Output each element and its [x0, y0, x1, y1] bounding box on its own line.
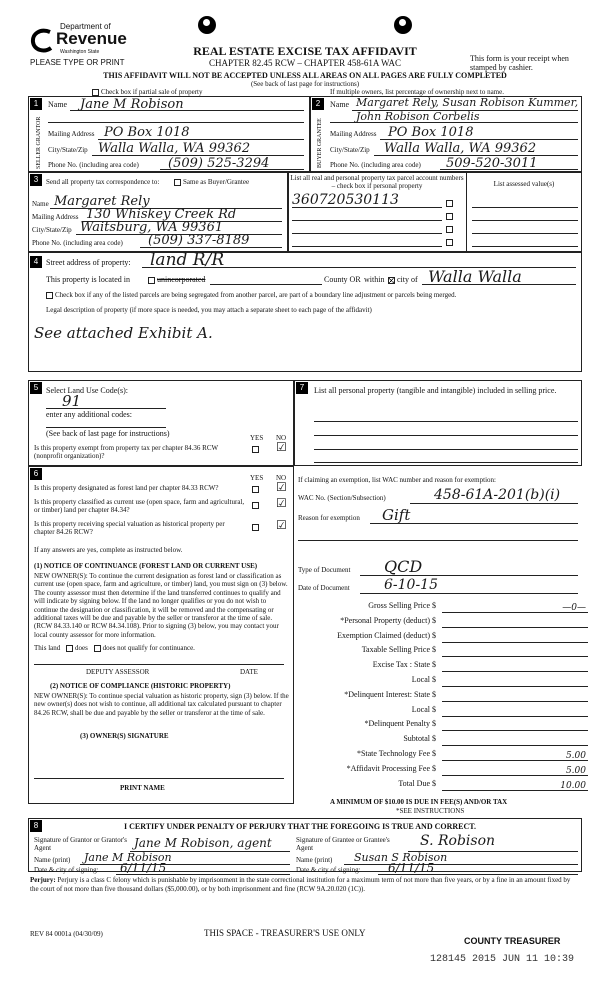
additional-codes-label: enter any additional codes:	[46, 410, 132, 419]
section6-no-header: NO	[276, 474, 287, 482]
punch-hole-left	[198, 16, 216, 34]
fee-label: Exemption Claimed (deduct) $	[337, 630, 436, 640]
see-back-note: (See back of last page for instructions)	[250, 80, 360, 88]
buyer-phone-label: Phone No. (including area code)	[330, 161, 421, 169]
section-2-number: 2	[312, 98, 324, 110]
dept-name: Department of	[60, 22, 111, 31]
does-not-label: does not	[102, 644, 127, 652]
current-use-yes-checkbox[interactable]	[252, 502, 259, 509]
corr-city-label: City/State/Zip	[32, 226, 72, 234]
wac-label: WAC No. (Section/Subsection)	[298, 494, 386, 502]
partial-sale[interactable]	[92, 88, 202, 96]
buyer-city-field[interactable]: Walla Walla, WA 99362	[384, 141, 537, 156]
seller-city-label: City/State/Zip	[48, 146, 88, 154]
section-3-number: 3	[30, 174, 42, 186]
owner-signature-label: (3) OWNER(S) SIGNATURE	[80, 732, 169, 740]
exempt-yes-checkbox[interactable]	[252, 446, 259, 453]
notice-compliance-title: (2) NOTICE OF COMPLIANCE (HISTORIC PROPERTY)	[50, 682, 231, 690]
street-address-label: Street address of property:	[46, 258, 131, 267]
grantor-signature-label: Signature of Grantor or Grantor's Agent	[34, 836, 128, 852]
partial-sale-label: Check box if partial sale of property	[101, 88, 203, 96]
city-of-label: city of	[397, 275, 418, 284]
doc-type-label: Type of Document	[298, 566, 351, 574]
seller-side-label: SELLER GRANTOR	[36, 116, 42, 170]
fee-row	[298, 675, 588, 689]
partial-sale-checkbox[interactable]	[92, 89, 99, 96]
seller-mail-label: Mailing Address	[48, 130, 95, 138]
city-field[interactable]: Walla Walla	[428, 267, 522, 286]
dept-logo	[30, 22, 127, 62]
fee-row	[298, 601, 588, 615]
historic-no-checkbox[interactable]: ☑	[276, 518, 287, 532]
section6-yes-header: YES	[250, 474, 264, 482]
continuance-choice	[34, 644, 195, 652]
corr-mail-field[interactable]: 130 Whiskey Creek Rd	[86, 207, 237, 222]
forest-no-checkbox[interactable]: ☑	[276, 480, 287, 494]
does-not-checkbox[interactable]	[94, 645, 101, 652]
section-7-number: 7	[296, 382, 308, 394]
notice-continuance-title: (1) NOTICE OF CONTINUANCE (FOREST LAND OR CURRENT USE)	[34, 562, 258, 570]
land-use-yes-header: YES	[250, 434, 264, 442]
form-number: REV 84 0001a (04/30/09)	[30, 930, 103, 938]
please-type: PLEASE TYPE OR PRINT	[30, 58, 125, 67]
fee-label: *Delinquent Interest: State $	[344, 689, 436, 699]
historic-question: Is this property receiving special valuation as historical property per chapter 84.26 RCW?	[34, 520, 225, 536]
legal-description-label: Legal description of property (if more space is needed, you may attach a separate sheet to each page of the affidavit)	[46, 306, 372, 314]
fee-value[interactable]: 5.00	[565, 751, 586, 761]
seller-phone-field[interactable]: (509) 525-3294	[168, 156, 270, 171]
land-use-code-field[interactable]: 91	[62, 392, 82, 410]
same-as-buyer[interactable]	[174, 178, 249, 186]
corr-city-field[interactable]: Waitsburg, WA 99361	[80, 220, 224, 235]
buyer-phone-field[interactable]: 509-520-3011	[446, 156, 538, 171]
seller-city-field[interactable]: Walla Walla, WA 99362	[98, 141, 251, 156]
fee-label: Local $	[411, 675, 436, 684]
buyer-name-field[interactable]: Margaret Rely, Susan Robison Kummer,	[356, 96, 579, 109]
grantee-print-label: Name (print)	[296, 856, 333, 864]
fee-row	[298, 616, 588, 630]
fee-row	[298, 690, 588, 704]
fee-row	[298, 631, 588, 645]
parcel-1-checkbox[interactable]	[446, 200, 453, 207]
same-as-buyer-checkbox[interactable]	[174, 179, 181, 186]
see-instructions: *SEE INSTRUCTIONS	[396, 807, 465, 815]
buyer-name-label: Name	[330, 100, 350, 109]
fee-value[interactable]: 5.00	[565, 765, 586, 776]
corr-mail-label: Mailing Address	[32, 213, 79, 221]
exempt-question: Is this property exempt from property tax per chapter 84.36 RCW (nonprofit organization)?	[34, 444, 218, 460]
form-chapter: CHAPTER 82.45 RCW – CHAPTER 458-61A WAC	[209, 58, 401, 68]
segregated	[46, 291, 456, 299]
fee-value[interactable]: 10.00	[560, 780, 586, 791]
fee-label: *Affidavit Processing Fee $	[346, 763, 436, 773]
current-use-question: Is this property classified as current use (open space, farm and agricultural, or timber) land per chapter 84.34?	[34, 498, 245, 514]
land-use-no-header: NO	[276, 434, 287, 442]
grantor-date-field[interactable]: 6/11/15	[120, 861, 167, 875]
segregated-label: Check box if any of the listed parcels are being segregated from another parcel, are part of a boundary line adjustment or parcels being merged.	[55, 291, 457, 299]
exemption-claim-label: If claiming an exemption, list WAC number and reason for exemption:	[298, 476, 496, 484]
perjury-label: Perjury:	[30, 876, 56, 884]
grantee-print-name[interactable]: Susan S Robison	[354, 851, 448, 864]
fee-row	[298, 705, 588, 719]
notice-compliance-body: NEW OWNER(S): To continue special valuation as historic property, sign (3) below. If the new owner(s) does not wish to continue, all additional tax calculated pursuant to chapter 84.26 RCW, shall be due and payable by the seller or transferor at the time of sale.	[34, 692, 289, 717]
fee-label: Gross Selling Price $	[368, 601, 436, 610]
fee-label: Excise Tax : State $	[372, 660, 436, 670]
fee-label: *Delinquent Penalty $	[364, 719, 436, 729]
treasurer-stamp: 128145 2015 JUN 11 10:39	[430, 954, 575, 965]
section-4-number: 4	[30, 256, 42, 268]
perjury-notice	[30, 876, 580, 893]
located-in-label: This property is located in	[46, 275, 130, 284]
if-yes-note: If any answers are yes, complete as instructed below.	[34, 546, 183, 554]
parcel-number-1[interactable]: 360720530113	[292, 192, 399, 208]
fee-label: *Personal Property (deduct) $	[340, 615, 436, 625]
qualify-label: qualify for continuance.	[127, 644, 195, 652]
seller-phone-label: Phone No. (including area code)	[48, 161, 139, 169]
section-1-number: 1	[30, 98, 42, 110]
fee-label: Subtotal $	[403, 734, 436, 744]
corr-name-field[interactable]: Margaret Rely	[54, 194, 150, 209]
buyer-city-label: City/State/Zip	[330, 146, 370, 154]
current-use-no-checkbox[interactable]: ☑	[276, 496, 287, 510]
parcel-list-label: List all real and personal property tax parcel account numbers – check box if personal property	[290, 174, 464, 190]
fee-row	[298, 764, 588, 778]
treasurer-space-label: THIS SPACE - TREASURER'S USE ONLY	[204, 928, 366, 938]
reason-field[interactable]: Gift	[382, 506, 411, 524]
doc-type-field[interactable]: QCD	[384, 557, 423, 576]
historic-yes-checkbox[interactable]	[252, 524, 259, 531]
deputy-assessor-label: DEPUTY ASSESSOR	[86, 668, 150, 676]
parcel-3-checkbox[interactable]	[446, 226, 453, 233]
grantor-date-label: Date & city of signing:	[34, 866, 99, 874]
not-accepted-warning: THIS AFFIDAVIT WILL NOT BE ACCEPTED UNLESS ALL AREAS ON ALL PAGES ARE FULLY COMPLETED	[103, 71, 507, 80]
send-correspondence-label: Send all property tax correspondence to:	[46, 178, 160, 186]
fee-row	[298, 719, 588, 733]
unincorporated-checkbox[interactable]	[148, 277, 155, 284]
street-address-field[interactable]: land R/R	[150, 250, 225, 270]
receipt-note: This form is your receipt when stamped by cashier.	[470, 54, 569, 72]
grantor-signature[interactable]: Jane M Robison, agent	[134, 836, 272, 850]
fee-row	[298, 779, 588, 793]
fee-value[interactable]: —0—	[562, 603, 586, 613]
dept-brand: Revenue	[56, 29, 127, 48]
exempt-no-checkbox[interactable]: ☑	[276, 440, 287, 454]
section-5-number: 5	[30, 382, 42, 394]
grantee-signature[interactable]: S. Robison	[420, 833, 496, 849]
fee-label: *State Technology Fee $	[356, 749, 436, 758]
this-land-label: This land	[34, 644, 61, 652]
corr-phone-field[interactable]: (509) 337-8189	[148, 233, 250, 248]
form-title: REAL ESTATE EXCISE TAX AFFIDAVIT	[193, 44, 417, 58]
minimum-fee-note: A MINIMUM OF $10.00 IS DUE IN FEE(S) AND/OR TAX	[330, 798, 508, 806]
grantor-print-name[interactable]: Jane M Robison	[84, 851, 172, 864]
buyer-side-label: BUYER GRANTEE	[317, 118, 323, 168]
forest-yes-checkbox[interactable]	[252, 486, 259, 493]
corr-phone-label: Phone No. (including area code)	[32, 239, 123, 247]
fee-row	[298, 749, 588, 763]
dept-state: Washington State	[60, 49, 100, 55]
grantee-date-label: Date & city of signing:	[296, 866, 361, 874]
grantee-signature-label: Signature of Grantee or Grantee's Agent	[296, 836, 390, 852]
buyer-mail-label: Mailing Address	[330, 130, 377, 138]
forest-land-question: Is this property designated as forest land per chapter 84.33 RCW?	[34, 484, 219, 492]
fee-label: Total Due $	[398, 778, 436, 788]
parcel-4-checkbox[interactable]	[446, 239, 453, 246]
segregated-checkbox[interactable]	[46, 292, 53, 299]
fee-label: Local $	[411, 704, 436, 714]
wac-field[interactable]: 458-61A-201(b)(i)	[434, 487, 561, 503]
fee-row	[298, 645, 588, 659]
grantee-date-field[interactable]: 6/11/15	[388, 861, 435, 875]
within-label: within	[364, 275, 385, 284]
doc-date-field[interactable]: 6-10-15	[384, 577, 438, 593]
land-use-see-back: (See back of last page for instructions)	[46, 429, 170, 438]
fee-label: Taxable Selling Price $	[361, 645, 436, 655]
fee-row	[298, 660, 588, 674]
county-treasurer-label: COUNTY TREASURER	[464, 936, 561, 946]
seller-name-field[interactable]: Jane M Robison	[80, 97, 184, 112]
reason-label: Reason for exemption	[298, 514, 360, 522]
same-as-buyer-label: Same as Buyer/Grantee	[183, 178, 250, 186]
seller-mail-field[interactable]: PO Box 1018	[104, 125, 190, 140]
print-name-label: PRINT NAME	[120, 784, 165, 792]
multiple-owners-note: If multiple owners, list percentage of ownership next to name.	[330, 88, 504, 96]
fee-row	[298, 734, 588, 748]
seller-name-label: Name	[48, 100, 68, 109]
buyer-name-field-2[interactable]: John Robison Corbelis	[356, 110, 480, 123]
doc-date-label: Date of Document	[298, 584, 350, 592]
city-of-checkbox[interactable]	[388, 277, 395, 284]
dept-logo-icon	[30, 28, 54, 54]
legal-description-field[interactable]: See attached Exhibit A.	[34, 324, 213, 342]
does-checkbox[interactable]	[66, 645, 73, 652]
unincorporated-label: unincorporated	[157, 275, 206, 284]
parcel-2-checkbox[interactable]	[446, 213, 453, 220]
grantor-print-label: Name (print)	[34, 856, 71, 864]
does-label: does	[75, 644, 88, 652]
certify-statement: I CERTIFY UNDER PENALTY OF PERJURY THAT THE FOREGOING IS TRUE AND CORRECT.	[124, 822, 477, 831]
notice-continuance-body: NEW OWNER(S): To continue the current designation as forest land or classification as current use (open space, farm and agriculture, or timber) land, you must sign on (3) below. The county assessor must then determine if the land transferred continues to qualify and will indicate by signing below. If the land no longer qualifies or you do not wish to continue the designation or classification, it will be removed and the compensating or additional taxes will be due and payable by the seller or transferor at the time of sale. (RCW 84.33.140 or RCW 84.34.108). Prior to signing (3) below, you may contact your local county assessor for more information.	[34, 572, 288, 639]
section-8-number: 8	[30, 820, 42, 832]
assessed-value-label: List assessed value(s)	[493, 180, 555, 188]
perjury-text: Perjury is a class C felony which is punishable by imprisonment in the state correctional institution for a maximum term of not more than five years, or by a fine in an amount fixed by the court of not more than five thousand dollars ($5,000.00), or by both imprisonment and fine (RCW 9A.20.020 (1C)).	[30, 876, 571, 893]
personal-property-label: List all personal property (tangible and intangible) included in selling price.	[314, 386, 557, 395]
punch-hole-right	[394, 16, 412, 34]
section-6-number: 6	[30, 468, 42, 480]
buyer-mail-field[interactable]: PO Box 1018	[388, 125, 474, 140]
land-use-label: Select Land Use Code(s):	[46, 386, 128, 395]
corr-name-label: Name	[32, 200, 49, 208]
county-or-label: County OR	[324, 275, 361, 284]
deputy-date-label: DATE	[240, 668, 258, 676]
